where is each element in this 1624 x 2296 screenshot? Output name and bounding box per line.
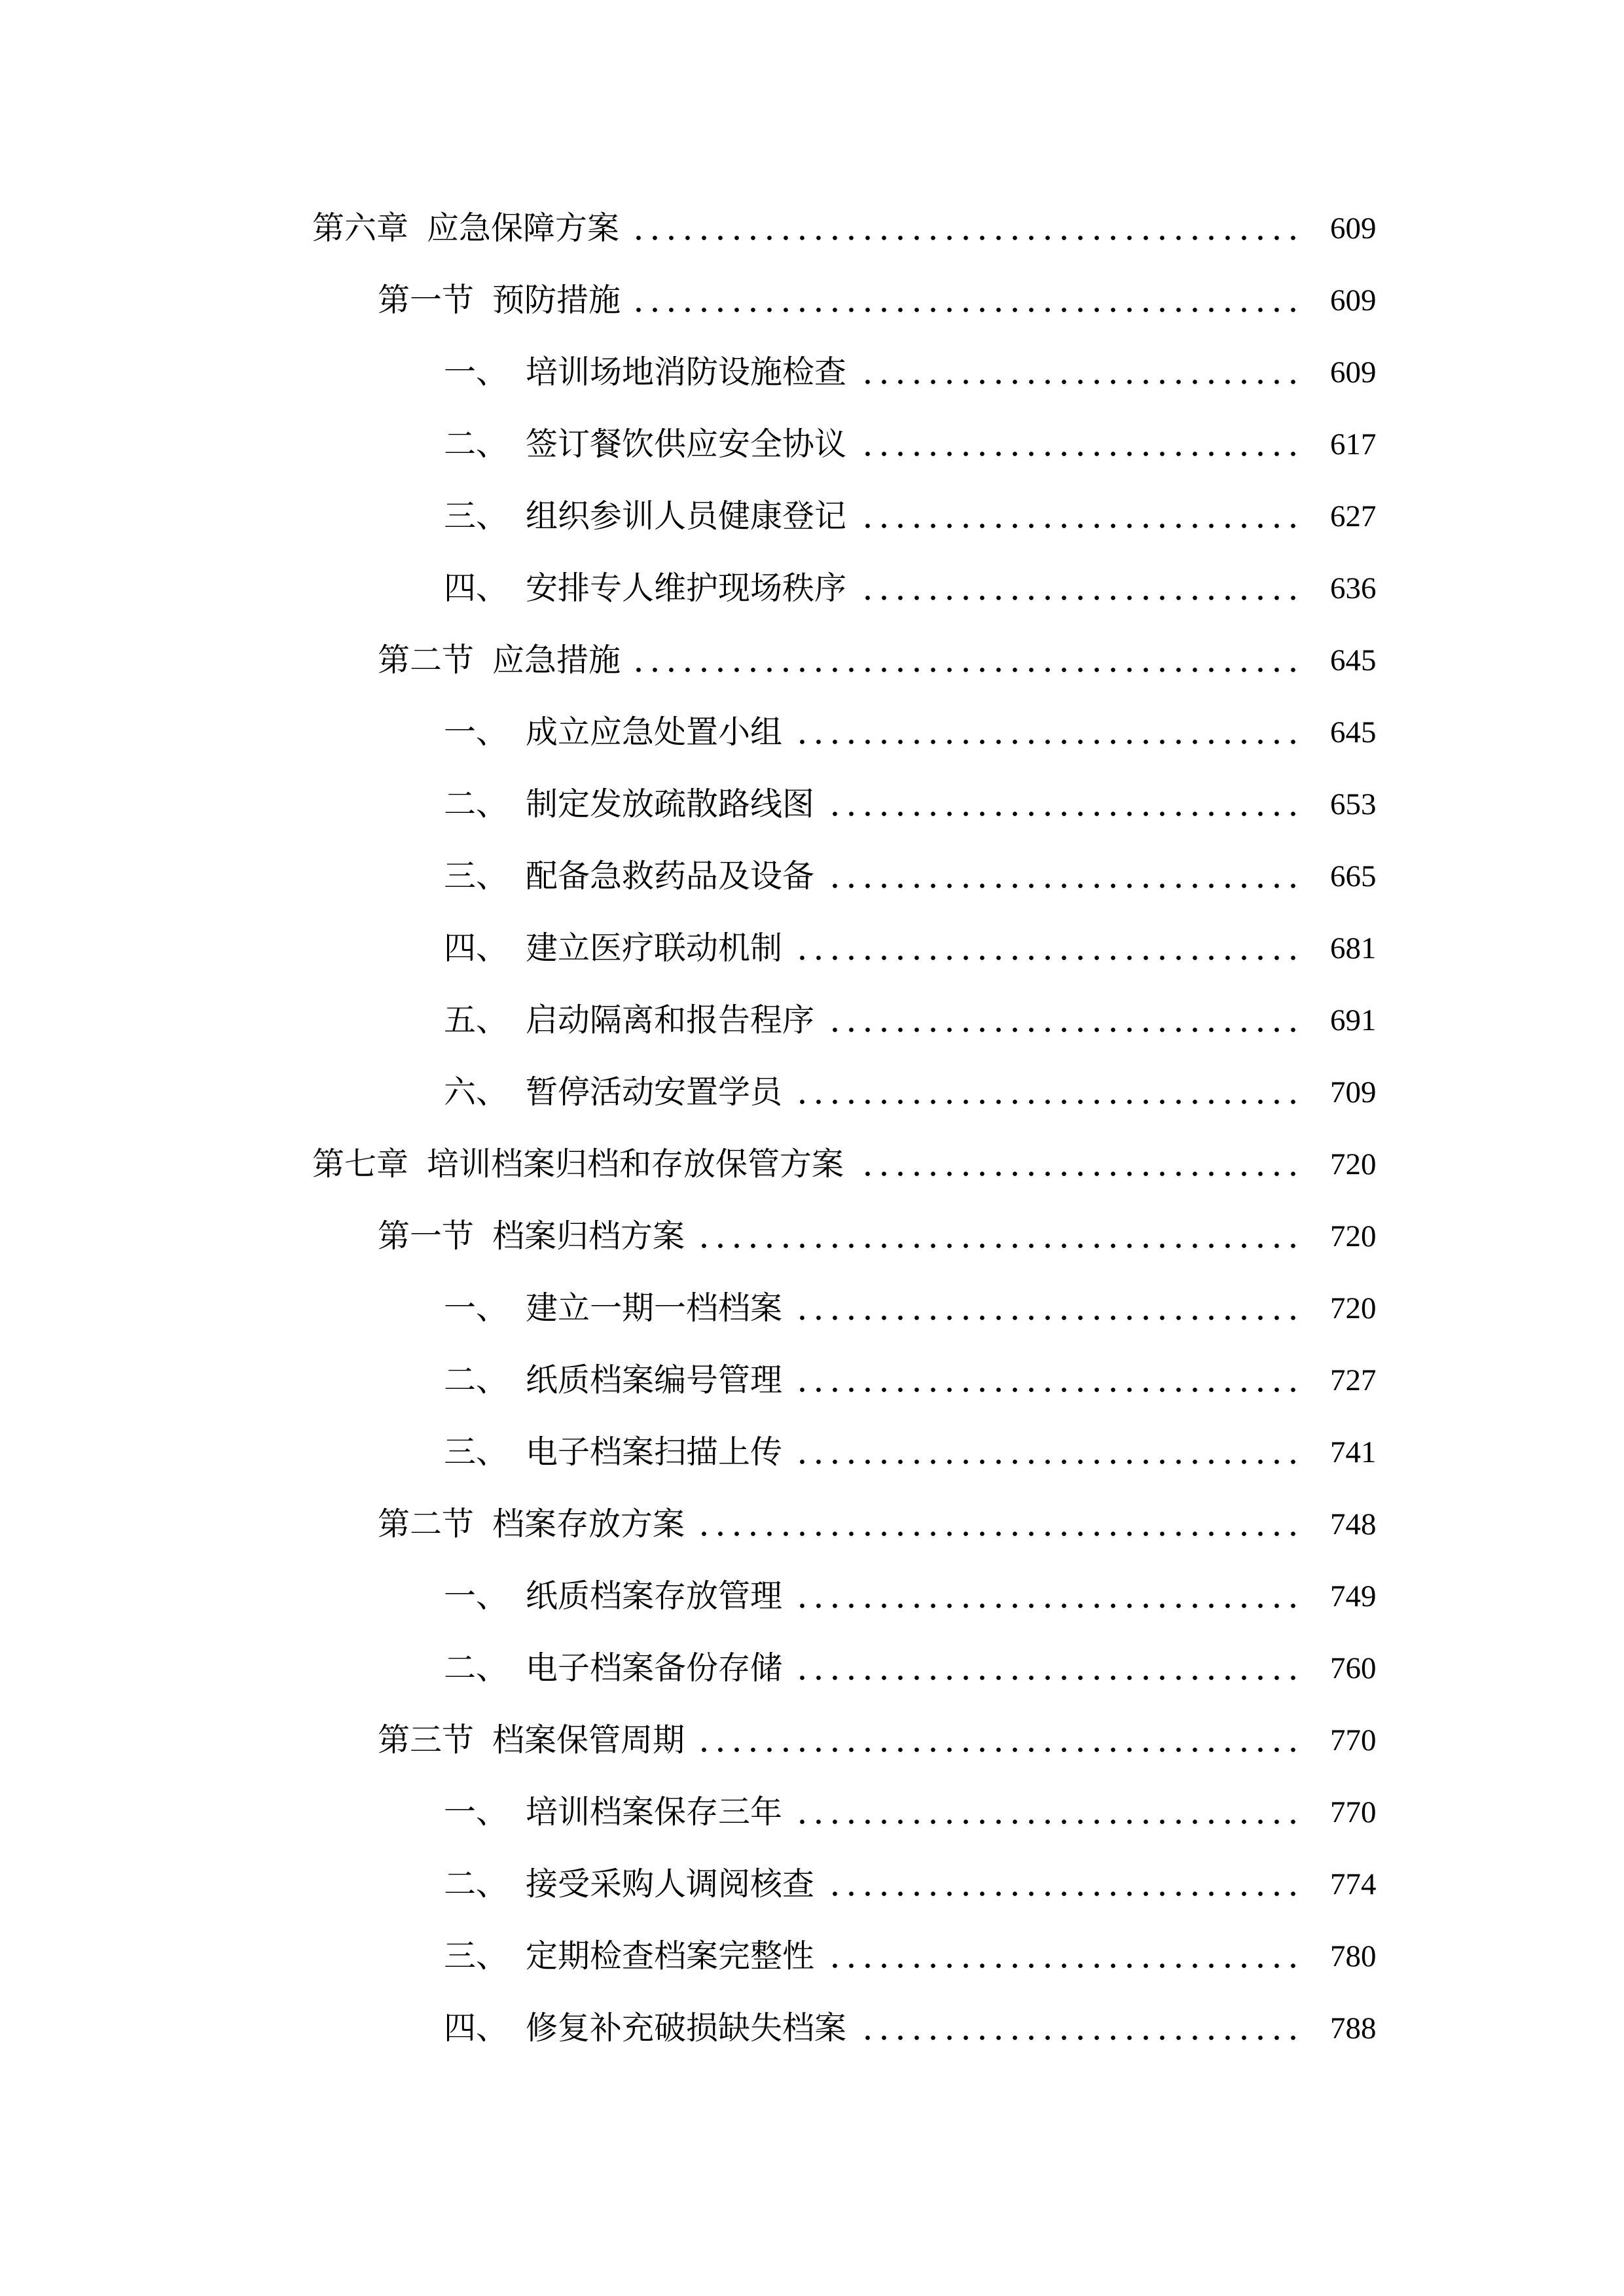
toc-section[interactable] [0, 1704, 1624, 1776]
toc-entry-title: 档案归档方案 [492, 1218, 685, 1254]
toc-entry-number: 二、 [444, 1362, 509, 1398]
toc-page-number: 609 [1330, 355, 1377, 389]
toc-page-number: 770 [1330, 1723, 1377, 1757]
toc-page-number: 665 [1330, 859, 1377, 893]
dot-leader [795, 1776, 1307, 1848]
toc-page-number: 609 [1330, 283, 1377, 317]
toc-entry-title: 建立医疗联动机制 [526, 930, 783, 966]
toc-entry-number: 五、 [444, 1002, 509, 1038]
toc-entry-title: 建立一期一档档案 [526, 1290, 783, 1326]
toc-entry-title: 档案保管周期 [492, 1722, 685, 1758]
toc-entry-number: 四、 [444, 2010, 509, 2046]
toc-entry-title: 修复补充破损缺失档案 [526, 2010, 847, 2046]
toc-page-number: 636 [1330, 571, 1377, 605]
dot-leader [857, 1128, 1307, 1200]
toc-entry-number: 三、 [444, 498, 509, 534]
dot-leader [698, 1200, 1307, 1272]
dot-leader [859, 336, 1307, 408]
dot-leader [859, 408, 1307, 480]
toc-entry-title: 纸质档案编号管理 [526, 1362, 783, 1398]
toc-entry-title: 启动隔离和报告程序 [526, 1002, 815, 1038]
toc-page-number: 770 [1330, 1795, 1377, 1829]
dot-leader [795, 912, 1307, 984]
dot-leader [634, 624, 1307, 696]
toc-page-number: 709 [1330, 1075, 1377, 1109]
toc-page-number: 749 [1330, 1579, 1377, 1613]
toc-page-number: 741 [1330, 1435, 1377, 1469]
toc-page-number: 748 [1330, 1507, 1377, 1541]
toc-entry-number: 三、 [444, 1938, 509, 1974]
toc-page-number: 780 [1330, 1939, 1377, 1973]
toc-entry-title: 安排专人维护现场秩序 [526, 570, 847, 606]
toc-item[interactable] [0, 336, 1624, 408]
toc-item[interactable] [0, 1056, 1624, 1128]
toc-page-number: 788 [1330, 2011, 1377, 2045]
toc-chapter-6[interactable] [0, 192, 1624, 264]
dot-leader [827, 984, 1307, 1056]
toc-item[interactable] [0, 1848, 1624, 1920]
toc-item[interactable] [0, 912, 1624, 984]
toc-entry-number: 一、 [444, 714, 509, 750]
toc-entry-number: 六、 [444, 1074, 509, 1110]
toc-entry-number: 一、 [444, 354, 509, 390]
toc-item[interactable] [0, 408, 1624, 480]
toc-entry-number: 第一节 [378, 282, 475, 318]
toc-entry-title: 培训档案归档和存放保管方案 [427, 1146, 844, 1182]
toc-section[interactable] [0, 1488, 1624, 1560]
dot-leader [795, 1272, 1307, 1344]
toc-item[interactable] [0, 1632, 1624, 1704]
toc-entry-title: 暂停活动安置学员 [526, 1074, 783, 1110]
dot-leader [698, 1704, 1307, 1776]
toc-entry-title: 预防措施 [492, 282, 621, 318]
toc-item[interactable] [0, 768, 1624, 840]
toc-entry-number: 第三节 [378, 1722, 475, 1758]
dot-leader [859, 552, 1307, 624]
dot-leader [859, 1992, 1307, 2064]
toc-section[interactable] [0, 1200, 1624, 1272]
toc-page-number: 727 [1330, 1363, 1377, 1397]
dot-leader [795, 1416, 1307, 1488]
toc-page-number: 681 [1330, 931, 1377, 965]
toc-entry-number: 三、 [444, 1434, 509, 1470]
toc-item[interactable] [0, 1992, 1624, 2064]
toc-chapter-7[interactable] [0, 1128, 1624, 1200]
toc-entry-number: 三、 [444, 858, 509, 894]
dot-leader [827, 768, 1307, 840]
toc-page-number: 617 [1330, 427, 1377, 461]
toc-entry-number: 二、 [444, 1866, 509, 1902]
toc-entry-title: 纸质档案存放管理 [526, 1578, 783, 1614]
toc-item[interactable] [0, 1272, 1624, 1344]
toc-item[interactable] [0, 480, 1624, 552]
toc-entry-number: 二、 [444, 426, 509, 462]
toc-entry-number: 四、 [444, 930, 509, 966]
toc-entry-title: 组织参训人员健康登记 [526, 498, 847, 534]
dot-leader [795, 1632, 1307, 1704]
dot-leader [859, 480, 1307, 552]
toc-page-number: 627 [1330, 499, 1377, 533]
toc-page-number: 774 [1330, 1867, 1377, 1901]
toc-section[interactable] [0, 624, 1624, 696]
toc-entry-title: 应急保障方案 [427, 210, 620, 246]
toc-item[interactable] [0, 1920, 1624, 1992]
dot-leader [795, 1560, 1307, 1632]
toc-item[interactable] [0, 1344, 1624, 1416]
toc-entry-number: 第二节 [378, 642, 475, 678]
toc-page-number: 691 [1330, 1003, 1377, 1037]
toc-page-number: 760 [1330, 1651, 1377, 1685]
toc-entry-title: 配备急救药品及设备 [526, 858, 815, 894]
dot-leader [632, 192, 1307, 264]
toc-entry-title: 电子档案扫描上传 [526, 1434, 783, 1470]
toc-item[interactable] [0, 1776, 1624, 1848]
toc-entry-title: 制定发放疏散路线图 [526, 786, 815, 822]
toc-page-number: 720 [1330, 1291, 1377, 1325]
toc-item[interactable] [0, 1560, 1624, 1632]
toc-entry-number: 二、 [444, 786, 509, 822]
toc-entry-title: 接受采购人调阅核查 [526, 1866, 815, 1902]
toc-item[interactable] [0, 552, 1624, 624]
dot-leader [827, 1920, 1307, 1992]
toc-entry-number: 一、 [444, 1794, 509, 1830]
table-of-contents [0, 192, 1624, 2064]
dot-leader [634, 264, 1307, 336]
toc-section[interactable] [0, 264, 1624, 336]
toc-entry-title: 应急措施 [492, 642, 621, 678]
dot-leader [795, 1056, 1307, 1128]
toc-item[interactable] [0, 984, 1624, 1056]
toc-entry-title: 定期检查档案完整性 [526, 1938, 815, 1974]
toc-page-number: 609 [1330, 211, 1377, 245]
toc-entry-title: 电子档案备份存储 [526, 1650, 783, 1686]
dot-leader [827, 840, 1307, 912]
toc-item[interactable] [0, 840, 1624, 912]
toc-entry-title: 签订餐饮供应安全协议 [526, 426, 847, 462]
toc-entry-number: 一、 [444, 1290, 509, 1326]
toc-page-number: 720 [1330, 1147, 1377, 1181]
toc-entry-number: 一、 [444, 1578, 509, 1614]
dot-leader [795, 1344, 1307, 1416]
toc-entry-number: 四、 [444, 570, 509, 606]
toc-entry-title: 培训场地消防设施检查 [526, 354, 847, 390]
dot-leader [827, 1848, 1307, 1920]
toc-item[interactable] [0, 1416, 1624, 1488]
dot-leader [795, 696, 1307, 768]
toc-page-number: 653 [1330, 787, 1377, 821]
toc-entry-number: 第七章 [312, 1146, 409, 1182]
toc-page-number: 645 [1330, 643, 1377, 677]
toc-entry-number: 二、 [444, 1650, 509, 1686]
toc-entry-title: 档案存放方案 [492, 1506, 685, 1542]
toc-entry-title: 成立应急处置小组 [526, 714, 783, 750]
toc-entry-number: 第一节 [378, 1218, 475, 1254]
toc-entry-number: 第二节 [378, 1506, 475, 1542]
toc-item[interactable] [0, 696, 1624, 768]
toc-page-number: 645 [1330, 715, 1377, 749]
toc-entry-title: 培训档案保存三年 [526, 1794, 783, 1830]
toc-entry-number: 第六章 [312, 210, 409, 246]
dot-leader [698, 1488, 1307, 1560]
toc-page-number: 720 [1330, 1219, 1377, 1253]
